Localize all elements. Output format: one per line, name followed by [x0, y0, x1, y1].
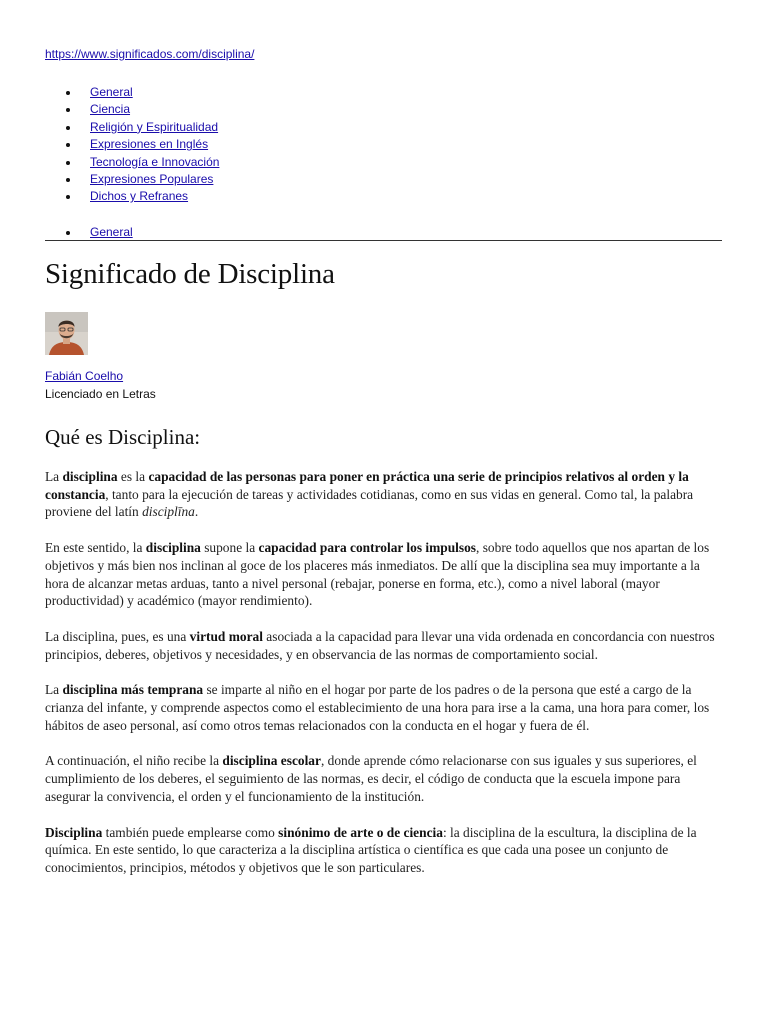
source-url-link[interactable]: https://www.significados.com/disciplina/ — [45, 47, 255, 61]
nav-item-tecnologia — [45, 154, 219, 171]
nav-item-ciencia — [45, 101, 219, 118]
author-role: Licenciado en Letras — [45, 387, 156, 401]
nav-item-expresiones-ingles — [45, 136, 219, 153]
breadcrumb-item — [45, 224, 133, 241]
nav-link[interactable]: Expresiones Populares — [90, 171, 214, 186]
paragraph-1: La disciplina es la capacidad de las personas para poner en práctica una serie de principios relativos al orden y la constancia, tanto para la ejecución de tareas y actividades cotidianas, como en sus vidas en general. Como tal, la palabra proviene del latín disciplīna. — [45, 469, 694, 520]
author-avatar — [45, 312, 88, 355]
nav-link[interactable]: Religión y Espiritualidad — [90, 119, 219, 134]
nav-link[interactable]: Ciencia — [90, 102, 131, 117]
breadcrumb-link-general[interactable]: General — [90, 225, 133, 239]
nav-link[interactable]: General — [90, 85, 133, 99]
paragraph-4: La disciplina más temprana se imparte al niño en el hogar por parte de los padres o de la persona que esté a cargo de la crianza del infante, y comprende aspectos como el establecimiento de una hora para irse a la cama, una hora para comer, los hábitos de aseo personal, así como otros temas relacionados con la conducta en el hogar y fuera de él. — [45, 682, 710, 733]
section-heading: Qué es Disciplina: — [45, 425, 201, 449]
nav-link[interactable]: Expresiones en Inglés — [90, 137, 209, 152]
nav-link[interactable]: Tecnología e Innovación — [90, 154, 220, 169]
paragraph-6: Disciplina también puede emplearse como sinónimo de arte o de ciencia: la disciplina de la escultura, la disciplina de la química. En este sentido, lo que caracteriza a la disciplina artística o científica es que cada una posee un conjunto de conocimientos, principios, métodos y objetivos que le son particulares. — [45, 824, 697, 875]
paragraph-5: A continuación, el niño recibe la disciplina escolar, donde aprende cómo relacionarse con sus iguales y sus superiores, el cumplimiento de los deberes, el seguimiento de las normas, es decir, el código de conducta que la escuela impone para asegurar la convivencia, el orden y el funcionamiento de la institución. — [45, 753, 697, 804]
author-photo — [45, 312, 88, 355]
article-body — [45, 468, 725, 895]
nav-item-general — [45, 84, 219, 101]
paragraph-3: La disciplina, pues, es una virtud moral asociada a la capacidad para llevar una vida ordenada en concordancia con nuestros principios, deberes, objetivos y necesidades, y en observancia de las normas de comportamiento social. — [45, 628, 715, 662]
nav-item-expresiones-populares — [45, 171, 219, 188]
nav-item-dichos — [45, 188, 219, 205]
nav-link[interactable]: Dichos y Refranes — [90, 189, 189, 204]
page-title: Significado de Disciplina — [45, 258, 335, 290]
category-nav — [45, 84, 219, 206]
paragraph-2: En este sentido, la disciplina supone la capacidad para controlar los impulsos, sobre todo aquellos que nos apartan de los objetivos y más bien nos inclinan al goce de los placeres más inmediatos. De allí que la disciplina sea muy importante a la hora de alcanzar metas arduas, tanto a nivel personal (rebajar, ponerse en forma, etc.), como a nivel laboral (mayor productividad) y académico (mayor rendimiento). — [45, 540, 710, 609]
breadcrumb — [45, 224, 722, 241]
author-name-link[interactable]: Fabián Coelho — [45, 369, 124, 383]
nav-item-religion — [45, 119, 219, 136]
